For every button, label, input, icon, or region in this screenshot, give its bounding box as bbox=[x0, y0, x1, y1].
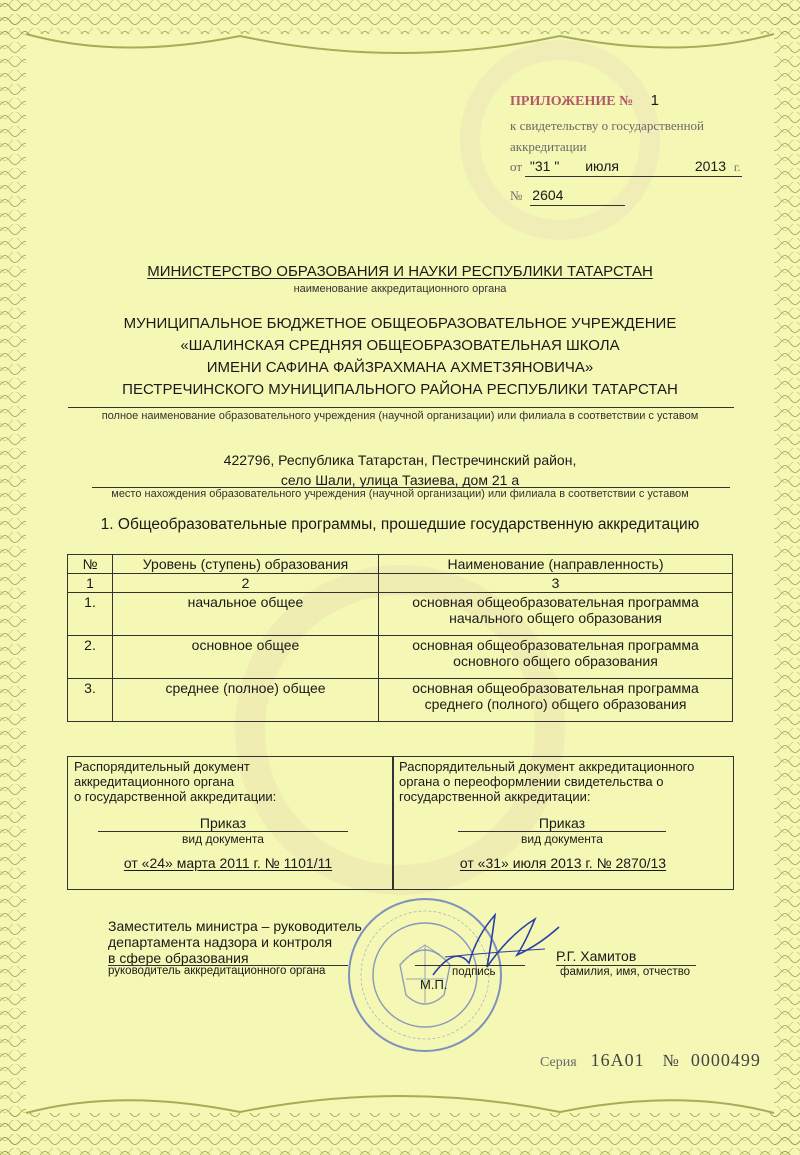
signature-caption: подпись bbox=[452, 966, 496, 978]
header-no: № bbox=[68, 555, 113, 574]
row-no: 3. bbox=[68, 679, 113, 722]
doc-left-line3: о государственной аккредитации: bbox=[74, 789, 277, 804]
date-day: "31 " bbox=[529, 158, 560, 174]
row-no: 1. bbox=[68, 593, 113, 636]
row-level: среднее (полное) общее bbox=[113, 679, 379, 722]
doc-right-type-caption: вид документа bbox=[521, 832, 603, 846]
header-level: Уровень (ступень) образования bbox=[113, 555, 379, 574]
signatory-caption: руководитель аккредитационного органа bbox=[108, 965, 326, 977]
stamp-place: М.П. bbox=[420, 977, 448, 992]
date-from-label: от bbox=[510, 159, 523, 174]
row-program-name-line1: основная общеобразовательная программа bbox=[412, 594, 699, 610]
table-index-row bbox=[68, 574, 733, 593]
institution-line2: «ШАЛИНСКАЯ СРЕДНЯЯ ОБЩЕОБРАЗОВАТЕЛЬНАЯ ШКОЛА bbox=[180, 337, 620, 354]
series-label: Серия bbox=[540, 1055, 577, 1070]
doc-right-line2: органа о переоформлении свидетельства о bbox=[399, 774, 664, 789]
signatory-title bbox=[108, 918, 362, 966]
series-number: 0000499 bbox=[690, 1050, 761, 1070]
row-program-name bbox=[379, 679, 733, 722]
table-row bbox=[68, 636, 733, 679]
appendix-line1: к свидетельству о государственной bbox=[510, 118, 704, 133]
doc-right-line1: Распорядительный документ аккредитационного bbox=[399, 759, 695, 774]
row-program-name-line2: основного общего образования bbox=[453, 653, 658, 669]
address bbox=[40, 450, 760, 490]
row-program-name-line1: основная общеобразовательная программа bbox=[412, 680, 699, 696]
cert-no-label: № bbox=[510, 188, 523, 203]
address-line2: село Шали, улица Тазиева, дом 21 а bbox=[280, 472, 520, 488]
series-code: 16А01 bbox=[590, 1050, 645, 1070]
date-year: 2013 bbox=[694, 158, 727, 174]
index-col3: 3 bbox=[379, 574, 733, 593]
doc-left-line1: Распорядительный документ bbox=[74, 759, 250, 774]
section-title: 1. Общеобразовательные программы, прошедшие государственную аккредитацию bbox=[100, 516, 700, 533]
institution-line1: МУНИЦИПАЛЬНОЕ БЮДЖЕТНОЕ ОБЩЕОБРАЗОВАТЕЛЬНОЕ УЧРЕЖДЕНИЕ bbox=[123, 315, 677, 332]
index-col2: 2 bbox=[113, 574, 379, 593]
programs-table bbox=[67, 554, 733, 722]
doc-left-ref: от «24» марта 2011 г. № 1101/11 bbox=[123, 855, 333, 871]
row-level: основное общее bbox=[113, 636, 379, 679]
address-caption: место нахождения образовательного учреждения (научной организации) или филиала в соответствии с уставом bbox=[111, 488, 689, 500]
institution-name bbox=[40, 313, 760, 401]
authority-caption: наименование аккредитационного органа bbox=[293, 283, 507, 295]
address-line1: 422796, Республика Татарстан, Пестречинский район, bbox=[223, 452, 577, 468]
appendix-number: 1 bbox=[650, 92, 660, 109]
doc-right-ref: от «31» июля 2013 г. № 2870/13 bbox=[459, 855, 667, 871]
signatory-line2: департамента надзора и контроля bbox=[108, 934, 333, 950]
row-level: начальное общее bbox=[113, 593, 379, 636]
institution-caption: полное наименование образовательного учреждения (научной организации) или филиала в соответствии с уставом bbox=[101, 410, 699, 422]
doc-right-line3: государственной аккредитации: bbox=[399, 789, 591, 804]
table-row bbox=[68, 679, 733, 722]
row-program-name-line1: основная общеобразовательная программа bbox=[412, 637, 699, 653]
table-row bbox=[68, 593, 733, 636]
appendix-title bbox=[510, 92, 659, 110]
institution-line4: ПЕСТРЕЧИНСКОГО МУНИЦИПАЛЬНОГО РАЙОНА РЕСПУБЛИКИ ТАТАРСТАН bbox=[122, 381, 678, 398]
series-no-label: № bbox=[662, 1051, 679, 1070]
doc-left-box bbox=[67, 756, 394, 890]
table-header-row bbox=[68, 555, 733, 574]
signatory-line1: Заместитель министра – руководитель bbox=[108, 918, 362, 934]
authority-name: МИНИСТЕРСТВО ОБРАЗОВАНИЯ И НАУКИ РЕСПУБЛИКИ ТАТАРСТАН bbox=[147, 263, 653, 280]
doc-right-box bbox=[392, 756, 734, 890]
appendix-cert-number bbox=[510, 187, 563, 204]
signatory-name: Р.Г. Хамитов bbox=[556, 948, 637, 964]
appendix-title-label: ПРИЛОЖЕНИЕ № bbox=[510, 94, 634, 109]
doc-left-type: Приказ bbox=[98, 815, 348, 832]
date-month: июля bbox=[585, 158, 619, 174]
row-program-name-line2: среднего (полного) общего образования bbox=[424, 696, 687, 712]
appendix-date bbox=[510, 158, 740, 175]
series-line bbox=[540, 1050, 761, 1071]
date-year-suffix: г. bbox=[733, 160, 741, 174]
row-program-name bbox=[379, 636, 733, 679]
appendix-line2: аккредитации bbox=[510, 139, 587, 154]
cert-number: 2604 bbox=[532, 187, 564, 203]
row-program-name bbox=[379, 593, 733, 636]
doc-left-type-caption: вид документа bbox=[182, 832, 264, 846]
header-name: Наименование (направленность) bbox=[379, 555, 733, 574]
doc-right-type: Приказ bbox=[458, 815, 666, 832]
row-program-name-line2: начального общего образования bbox=[449, 610, 662, 626]
institution-line3: ИМЕНИ САФИНА ФАЙЗРАХМАНА АХМЕТЗЯНОВИЧА» bbox=[206, 359, 594, 376]
row-no: 2. bbox=[68, 636, 113, 679]
doc-left-line2: аккредитационного органа bbox=[74, 774, 235, 789]
signatory-line3: в сфере образования bbox=[108, 950, 249, 966]
index-col1: 1 bbox=[68, 574, 113, 593]
signatory-name-caption: фамилия, имя, отчество bbox=[560, 966, 691, 978]
